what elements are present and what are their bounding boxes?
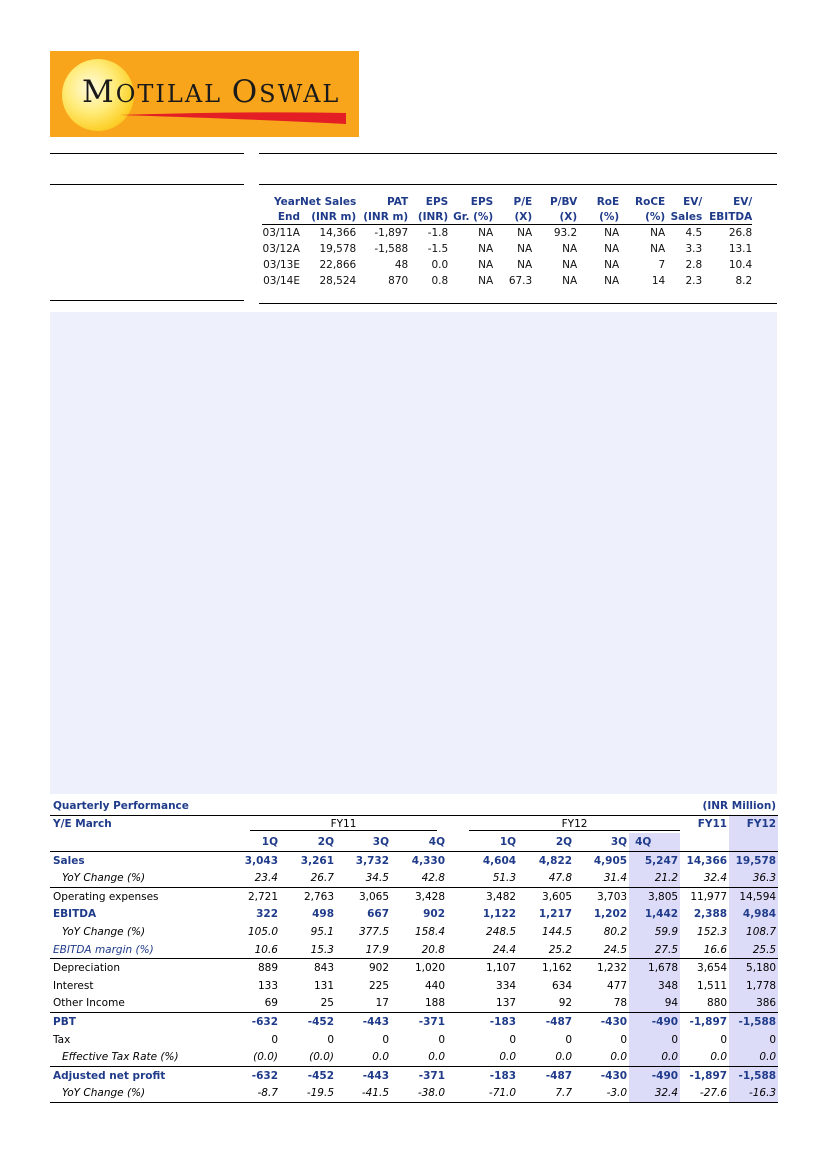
col-header: EPS	[470, 195, 494, 208]
quarterly-performance-table	[50, 797, 778, 1103]
table-row	[50, 1048, 778, 1066]
row-label: Sales	[53, 854, 85, 867]
row-label: YoY Change (%)	[62, 925, 146, 938]
table-cell: 0.0	[610, 1051, 628, 1064]
table-cell: NA	[650, 227, 666, 239]
col-header: EPS	[425, 195, 449, 208]
left-rule	[50, 300, 244, 301]
table-cell: 158.4	[414, 925, 445, 938]
table-cell: 0	[720, 1033, 728, 1046]
table-cell: 95.1	[310, 925, 334, 938]
table-cell: NA	[517, 227, 533, 239]
table-cell: 667	[367, 908, 389, 921]
right-rule	[259, 303, 777, 304]
col-header: (%)	[577, 209, 619, 225]
row-label: Operating expenses	[50, 887, 222, 905]
title-row	[50, 797, 778, 815]
table-cell: 498	[312, 908, 334, 921]
table-cell: -490	[629, 1066, 680, 1084]
row-label: YoY Change (%)	[62, 872, 146, 885]
col-header: (INR)	[408, 209, 448, 225]
table-row	[50, 1085, 778, 1103]
table-cell: 93.2	[553, 227, 578, 239]
table-cell: 23.4	[254, 872, 278, 885]
table-cell: 1,122	[482, 908, 517, 921]
table-cell: -632	[222, 1066, 280, 1084]
table-cell: -452	[280, 1066, 336, 1084]
table-cell: 7	[658, 259, 666, 271]
left-rule	[50, 184, 244, 185]
table-row	[50, 995, 778, 1013]
table-cell: 2,388	[693, 908, 728, 921]
table-cell: 3.3	[685, 243, 703, 255]
table-cell: 78	[613, 997, 628, 1010]
table-row	[50, 923, 778, 941]
table-cell: 3,605	[518, 887, 574, 905]
table-cell: 26.7	[310, 872, 334, 885]
col-header: (INR m)	[300, 209, 356, 225]
col-header: Gr. (%)	[448, 209, 493, 225]
table-cell: 25	[320, 997, 334, 1010]
table-cell: 4,984	[729, 906, 778, 924]
table-cell: -3.0	[574, 1085, 629, 1103]
table-cell: 0.0	[499, 1051, 517, 1064]
table-cell: 2.3	[685, 275, 703, 287]
table-cell: 19,578	[319, 243, 357, 255]
right-rule	[259, 184, 777, 185]
table-cell: -16.3	[729, 1085, 778, 1103]
table-row	[50, 977, 778, 995]
table-cell: 22,866	[319, 259, 357, 271]
table-cell: 377.5	[358, 925, 389, 938]
table-cell: 334	[496, 979, 517, 992]
table-cell: 17	[375, 997, 389, 1010]
table-cell: NA	[604, 227, 620, 239]
table-cell: 902	[423, 908, 445, 921]
table-cell: 5,247	[629, 851, 680, 869]
table-cell: (0.0)	[309, 1051, 334, 1064]
table-cell: 24.5	[603, 943, 628, 956]
table-cell: 3,482	[447, 887, 518, 905]
table-cell: 3,654	[680, 959, 729, 977]
col-header: Year	[273, 195, 300, 208]
col-header: (%)	[619, 209, 665, 225]
shaded-panel	[50, 312, 777, 794]
table-cell: 94	[629, 995, 680, 1013]
ye-label: Y/E March	[50, 815, 222, 833]
key-financials-table	[262, 194, 752, 289]
table-cell: 2.8	[685, 259, 703, 271]
table-cell: 10.4	[728, 259, 753, 271]
table-cell: 889	[222, 959, 280, 977]
table-cell: 1,020	[391, 959, 447, 977]
table-cell: 17.9	[365, 943, 389, 956]
table-cell: -183	[447, 1013, 518, 1031]
table-cell: 13.1	[728, 243, 753, 255]
table-cell: 25.2	[548, 943, 573, 956]
table-cell: 32.4	[629, 1085, 680, 1103]
table-cell: 28,524	[319, 275, 357, 287]
row-label: Depreciation	[50, 959, 222, 977]
table-cell: 1,678	[629, 959, 680, 977]
table-row	[262, 273, 752, 289]
table-cell: 4,822	[538, 854, 573, 867]
table-cell: 26.8	[728, 227, 753, 239]
table-cell: 34.5	[365, 872, 389, 885]
table-cell: -183	[447, 1066, 518, 1084]
table-cell: 348	[629, 977, 680, 995]
table-cell: -371	[391, 1013, 447, 1031]
table-cell: 440	[424, 979, 445, 992]
table-cell: -371	[391, 1066, 447, 1084]
unit-label: (INR Million)	[702, 799, 777, 812]
table-cell: 92	[558, 997, 573, 1010]
row-label: EBITDA	[53, 908, 97, 921]
table-cell: -1,588	[374, 243, 409, 255]
table-cell: NA	[604, 259, 620, 271]
table-cell: -430	[574, 1066, 629, 1084]
row-label: Adjusted net profit	[50, 1066, 222, 1084]
table-cell: -41.5	[336, 1085, 391, 1103]
table-row	[50, 959, 778, 977]
quarter-header: 3Q	[574, 833, 629, 851]
table-cell: 3,065	[336, 887, 391, 905]
table-cell: 10.6	[254, 943, 278, 956]
table-cell: 15.3	[310, 943, 334, 956]
table-cell: 0	[629, 1031, 680, 1049]
fy12-header: FY12	[469, 818, 680, 831]
quarter-header: 1Q	[447, 833, 518, 851]
table-cell: 0.0	[428, 1051, 445, 1064]
table-cell: 843	[280, 959, 336, 977]
table-cell: 11,977	[680, 887, 729, 905]
table-cell: 16.6	[703, 943, 728, 956]
table-cell: 4,604	[482, 854, 517, 867]
table-cell: 48	[394, 259, 409, 271]
table-cell: 322	[256, 908, 278, 921]
table-row	[50, 869, 778, 887]
quarter-header: 1Q	[222, 833, 280, 851]
table-cell: 0	[729, 1031, 778, 1049]
table-cell: NA	[604, 275, 620, 287]
row-label: EBITDA margin (%)	[53, 943, 154, 956]
table-cell: -487	[518, 1066, 574, 1084]
table-cell: 25.5	[729, 941, 778, 959]
col-header: (INR m)	[356, 209, 408, 225]
table-cell: 27.5	[629, 941, 680, 959]
col-header: Net Sales	[300, 195, 357, 208]
table-row	[50, 887, 778, 905]
table-cell: 188	[424, 997, 445, 1010]
col-header: (X)	[532, 209, 577, 225]
table-cell: NA	[650, 243, 666, 255]
table-cell: 108.7	[729, 923, 778, 941]
table-cell: 0	[565, 1033, 573, 1046]
table-row	[50, 906, 778, 924]
table-cell: 14,366	[319, 227, 357, 239]
table-cell: 0.0	[555, 1051, 573, 1064]
col-header: End	[262, 209, 300, 225]
table-cell: 14,594	[729, 887, 778, 905]
col-header: EV/	[683, 195, 703, 208]
table-cell: 0	[271, 1033, 278, 1046]
table-cell: 20.8	[421, 943, 445, 956]
col-header: RoE	[596, 195, 620, 208]
row-label: YoY Change (%)	[50, 1085, 222, 1103]
table-cell: 1,232	[574, 959, 629, 977]
table-cell: 21.2	[629, 869, 680, 887]
table-cell: 3,043	[244, 854, 278, 867]
table-cell: NA	[562, 275, 578, 287]
table-cell: 0	[438, 1033, 445, 1046]
table-cell: 51.3	[492, 872, 517, 885]
row-label: Interest	[53, 979, 94, 992]
quarter-row	[50, 833, 778, 851]
table-cell: 2,763	[280, 887, 336, 905]
table-cell: 1,202	[593, 908, 628, 921]
table-cell: 3,261	[300, 854, 334, 867]
row-label: Other Income	[53, 997, 125, 1010]
table-cell: NA	[562, 243, 578, 255]
table-cell: -1,897	[680, 1013, 729, 1031]
table-row	[262, 225, 752, 242]
motilal-oswal-logo	[50, 51, 359, 137]
table-cell: -8.7	[222, 1085, 280, 1103]
table-cell: NA	[517, 243, 533, 255]
table-cell: 0	[327, 1033, 334, 1046]
col-header: PAT	[386, 195, 409, 208]
table-cell: 144.5	[542, 925, 573, 938]
quarter-header: 2Q	[518, 833, 574, 851]
table-cell: 4,905	[593, 854, 628, 867]
table-cell: 4.5	[685, 227, 703, 239]
table-cell: -1,588	[729, 1013, 778, 1031]
table-cell: 8.2	[735, 275, 753, 287]
table-cell: -452	[280, 1013, 336, 1031]
year-row	[50, 815, 778, 833]
quarter-header: 2Q	[280, 833, 336, 851]
table-cell: -487	[518, 1013, 574, 1031]
col-header: P/E	[513, 195, 533, 208]
table-cell: 59.9	[629, 923, 680, 941]
table-cell: 0.0	[710, 1051, 728, 1064]
table-cell: 477	[607, 979, 628, 992]
table-cell: 47.8	[548, 872, 573, 885]
table-cell: 225	[368, 979, 389, 992]
table-cell: -1,588	[729, 1066, 778, 1084]
table-cell: -632	[222, 1013, 280, 1031]
table-cell: 3,732	[355, 854, 389, 867]
table-cell: 152.3	[697, 925, 728, 938]
table-cell: (0.0)	[253, 1051, 278, 1064]
left-rule	[50, 153, 244, 154]
table-row	[262, 257, 752, 273]
table-cell: 1,217	[538, 908, 573, 921]
quarter-header: 4Q	[391, 833, 447, 851]
table-cell: 3,805	[629, 887, 680, 905]
row-label: PBT	[50, 1013, 222, 1031]
table-cell: 3,428	[391, 887, 447, 905]
table-cell: 03/11A	[262, 227, 300, 239]
table-cell: 1,442	[629, 906, 680, 924]
table-cell: 03/12A	[262, 243, 300, 255]
table-cell: -1,897	[680, 1066, 729, 1084]
col-header: Sales	[665, 209, 702, 225]
table-cell: 386	[729, 995, 778, 1013]
right-rule	[259, 153, 777, 154]
table-cell: NA	[478, 275, 494, 287]
table-row	[50, 1031, 778, 1049]
table-cell: 14	[651, 275, 666, 287]
table-cell: -1,897	[374, 227, 409, 239]
table-row	[50, 1013, 778, 1031]
fy11-total-header: FY11	[680, 815, 729, 833]
table-cell: 03/14E	[263, 275, 300, 287]
table-row	[50, 1066, 778, 1084]
table-cell: 3,703	[574, 887, 629, 905]
col-header: RoCE	[635, 195, 666, 208]
table-cell: 0.0	[629, 1048, 680, 1066]
table-cell: -430	[574, 1013, 629, 1031]
col-header: EV/	[733, 195, 753, 208]
col-header: (X)	[493, 209, 532, 225]
table-cell: 32.4	[703, 872, 728, 885]
table-cell: NA	[478, 227, 494, 239]
table-cell: NA	[604, 243, 620, 255]
table-cell: 0	[620, 1033, 628, 1046]
table-cell: 0.0	[729, 1048, 778, 1066]
fy12-total-header: FY12	[729, 815, 778, 833]
table-cell: -38.0	[391, 1085, 447, 1103]
table-cell: 19,578	[729, 851, 778, 869]
table-row	[50, 851, 778, 869]
table-cell: 42.8	[421, 872, 445, 885]
table-cell: -443	[336, 1013, 391, 1031]
table-row	[50, 941, 778, 959]
table-cell: 0	[382, 1033, 389, 1046]
table-cell: 31.4	[603, 872, 628, 885]
table-cell: -1.8	[427, 227, 449, 239]
table-cell: -490	[629, 1013, 680, 1031]
table-cell: 24.4	[492, 943, 517, 956]
quarter-header: 3Q	[336, 833, 391, 851]
table-cell: 03/13E	[263, 259, 300, 271]
header-row	[262, 209, 752, 225]
table-cell: 248.5	[486, 925, 517, 938]
table-cell: 131	[313, 979, 334, 992]
table-cell: 1,778	[729, 977, 778, 995]
quarter-header: 4Q	[629, 833, 680, 851]
table-row	[262, 241, 752, 257]
table-cell: 1,511	[697, 979, 728, 992]
table-cell: 105.0	[247, 925, 278, 938]
brand-wordmark: MOTILAL OSWAL	[82, 74, 341, 110]
table-cell: -1.5	[427, 243, 449, 255]
table-cell: 137	[496, 997, 517, 1010]
row-label: Effective Tax Rate (%)	[62, 1051, 179, 1064]
table-cell: 902	[336, 959, 391, 977]
table-cell: 80.2	[603, 925, 628, 938]
table-cell: 880	[707, 997, 728, 1010]
table-cell: 5,180	[729, 959, 778, 977]
table-cell: 2,721	[222, 887, 280, 905]
table-cell: 133	[257, 979, 278, 992]
table-cell: -27.6	[680, 1085, 729, 1103]
table-cell: 870	[388, 275, 409, 287]
table-cell: 4,330	[411, 854, 445, 867]
table-cell: 0.0	[372, 1051, 389, 1064]
table-cell: NA	[517, 259, 533, 271]
table-cell: 14,366	[686, 854, 728, 867]
table-cell: NA	[478, 243, 494, 255]
fy11-header: FY11	[250, 818, 437, 831]
table-cell: 69	[264, 997, 278, 1010]
table-cell: NA	[478, 259, 494, 271]
table-cell: 7.7	[518, 1085, 574, 1103]
table-cell: 36.3	[729, 869, 778, 887]
table-cell: NA	[562, 259, 578, 271]
table-cell: 1,162	[518, 959, 574, 977]
table-cell: -71.0	[447, 1085, 518, 1103]
table-cell: 0.0	[431, 259, 449, 271]
table-cell: 0	[509, 1033, 517, 1046]
row-label: Tax	[53, 1033, 71, 1046]
table-cell: 1,107	[447, 959, 518, 977]
table-cell: 0.8	[431, 275, 449, 287]
table-cell: 634	[552, 979, 573, 992]
table-cell: -19.5	[280, 1085, 336, 1103]
table-cell: -443	[336, 1066, 391, 1084]
header-row	[262, 194, 752, 209]
table-cell: 67.3	[508, 275, 533, 287]
col-header: P/BV	[549, 195, 578, 208]
table-title: Quarterly Performance	[53, 799, 189, 812]
col-header: EBITDA	[702, 209, 752, 225]
